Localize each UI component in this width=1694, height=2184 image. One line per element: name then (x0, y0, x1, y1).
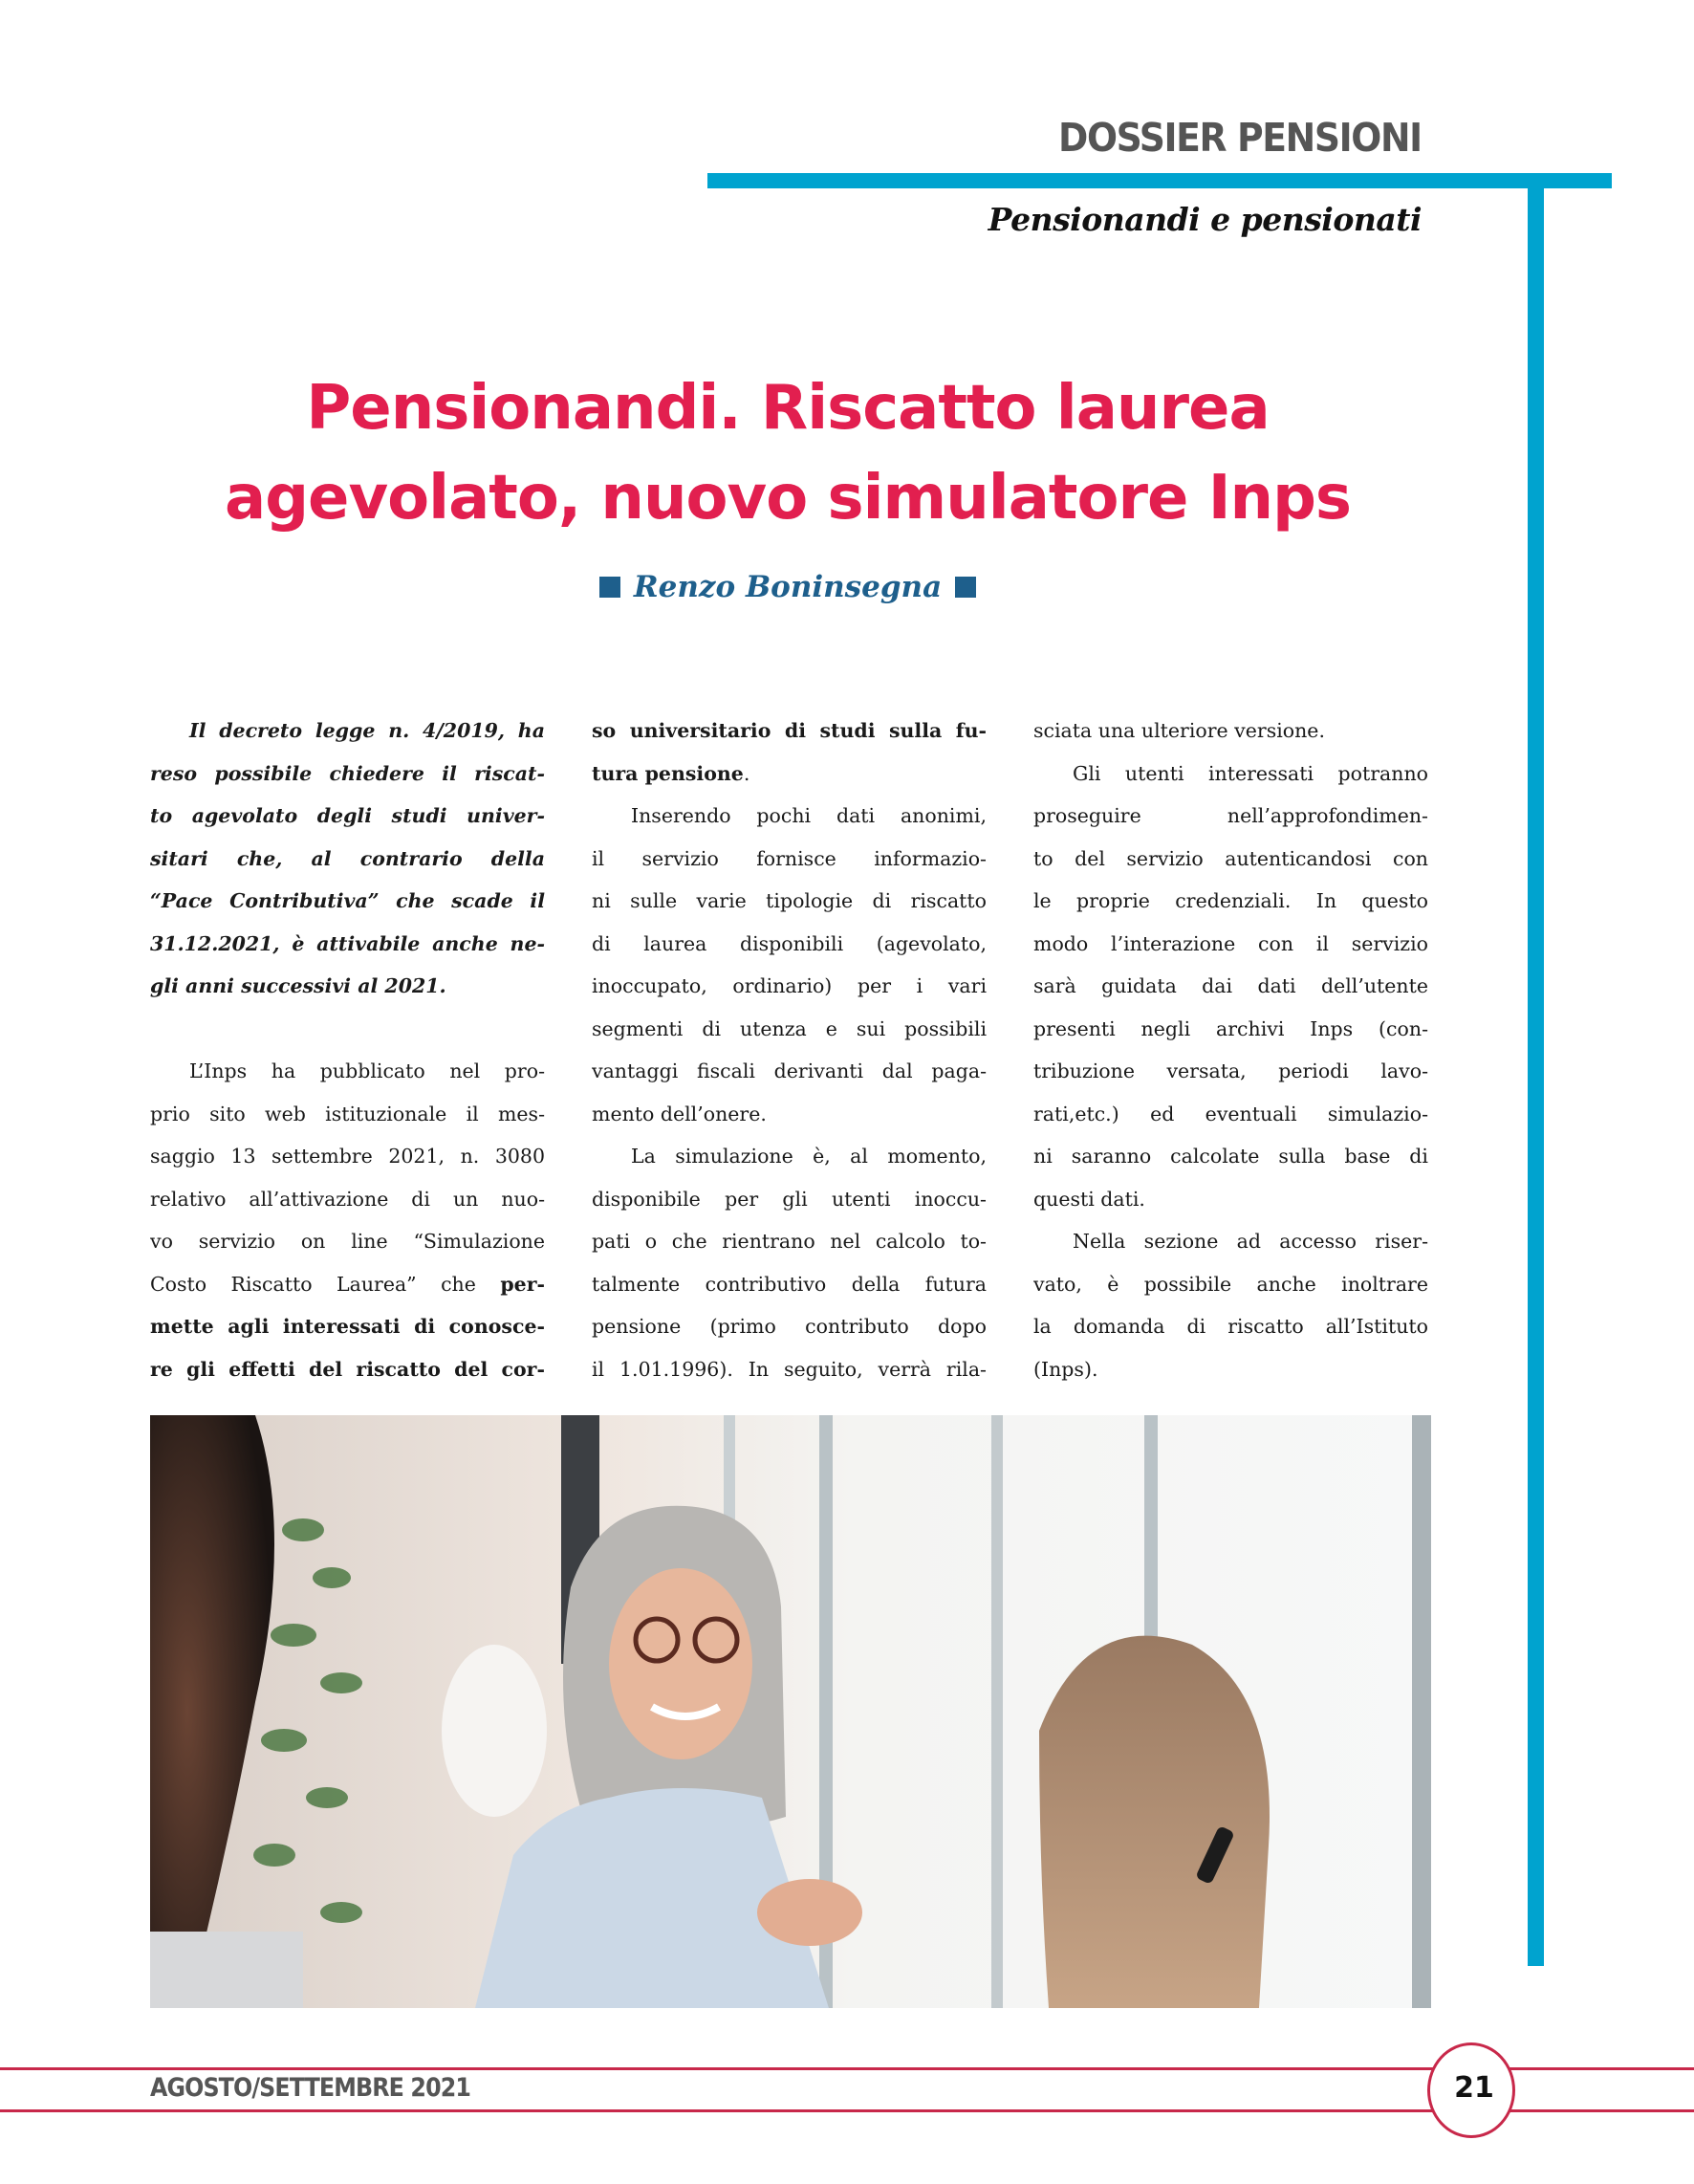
body-line: disponibile per gli utenti inoccu- (592, 1187, 987, 1211)
body-line: Inserendo pochi dati anonimi, (631, 804, 987, 827)
body-line: modo l’interazione con il servizio (1033, 931, 1428, 955)
body-line: to del servizio autenticandosi con (1033, 846, 1428, 870)
square-bullet-icon (599, 577, 620, 598)
article-photo (150, 1415, 1431, 2008)
body-line-bold: mette agli interessati di conosce- (150, 1315, 545, 1338)
body-text-bold: tura pensione (592, 761, 744, 785)
body-line: Gli utenti interessati potranno (1073, 761, 1428, 785)
body-line: saggio 13 settembre 2021, n. 3080 (150, 1145, 545, 1168)
section-subtitle: Pensionandi e pensionati (988, 201, 1422, 238)
body-line-mixed (592, 753, 987, 796)
header-accent-bar (707, 173, 1612, 188)
body-line: sciata una ulteriore versione. (1033, 719, 1325, 742)
body-line-bold: so universitario di studi sulla fu- (592, 719, 987, 742)
article-column-2 (592, 710, 987, 1390)
body-line: talmente contributivo della futura (592, 1272, 987, 1296)
body-line: L’Inps ha pubblicato nel pro- (189, 1059, 545, 1082)
lead-line: Il decreto legge n. 4/2019, ha (189, 719, 545, 742)
article-column-3 (1033, 710, 1428, 1390)
body-line-mixed (150, 1263, 545, 1306)
body-line: presenti negli archivi Inps (con- (1033, 1016, 1428, 1040)
body-line: pensione (primo contributo dopo (592, 1315, 987, 1338)
article-column-1 (150, 710, 545, 1390)
body-line: il servizio fornisce informazio- (592, 846, 987, 870)
body-line: ni saranno calcolate sulla base di (1033, 1145, 1428, 1168)
body-line: tribuzione versata, periodi lavo- (1033, 1059, 1428, 1082)
body-line: vo servizio on line “Simulazione (150, 1230, 545, 1253)
issue-date: AGOSTO/SETTEMBRE 2021 (150, 2073, 471, 2103)
body-line: vantaggi fiscali derivanti dal paga- (592, 1059, 987, 1082)
body-line: di laurea disponibili (agevolato, (592, 931, 987, 955)
lead-line: reso possibile chiedere il riscat- (150, 761, 545, 785)
byline (0, 570, 1575, 604)
section-title: DOSSIER PENSIONI (1058, 115, 1422, 161)
page-number: 21 (1454, 2071, 1494, 2105)
lead-line: “Pace Contributiva” che scade il (150, 889, 545, 912)
body-text: . (743, 761, 750, 785)
lead-line: 31.12.2021, è attivabile anche ne- (150, 931, 545, 955)
body-text-bold: per- (500, 1272, 545, 1296)
photo-illustration (150, 1415, 1431, 2008)
body-line: vato, è possibile anche inoltrare (1033, 1272, 1428, 1296)
lead-line: gli anni successivi al 2021. (150, 974, 446, 997)
body-line: la domanda di riscatto all’Istituto (1033, 1315, 1428, 1338)
body-line: La simulazione è, al momento, (631, 1145, 987, 1168)
body-line: relativo all’attivazione di un nuo- (150, 1187, 545, 1211)
body-line: segmenti di utenza e sui possibili (592, 1016, 987, 1040)
body-line: le proprie credenziali. In questo (1033, 889, 1428, 912)
body-line: (Inps). (1033, 1357, 1098, 1381)
paragraph-spacer (150, 1008, 545, 1051)
body-line: questi dati. (1033, 1187, 1145, 1211)
body-line: ni sulle varie tipologie di riscatto (592, 889, 987, 912)
body-line: mento dell’onere. (592, 1102, 767, 1125)
body-line: il 1.01.1996). In seguito, verrà rila- (592, 1357, 987, 1381)
square-bullet-icon (955, 577, 976, 598)
lead-line: sitari che, al contrario della (150, 846, 545, 870)
article-title-line-2: agevolato, nuovo simulatore Inps (225, 463, 1351, 534)
body-line: prio sito web istituzionale il mes- (150, 1102, 545, 1125)
body-line: rati,etc.) ed eventuali simulazio- (1033, 1102, 1428, 1125)
body-text: Costo Riscatto Laurea” che (150, 1272, 501, 1296)
body-line: proseguire nell’approfondimen- (1033, 804, 1428, 827)
author-name: Renzo Boninsegna (633, 570, 943, 604)
article-title-line-1: Pensionandi. Riscatto laurea (306, 373, 1270, 444)
body-line: pati o che rientrano nel calcolo to- (592, 1230, 987, 1253)
body-line-bold: re gli effetti del riscatto del cor- (150, 1357, 545, 1381)
body-line: sarà guidata dai dati dell’utente (1033, 974, 1428, 997)
lead-line: to agevolato degli studi univer- (150, 804, 545, 827)
body-line: Nella sezione ad accesso riser- (1073, 1230, 1428, 1253)
body-line: inoccupato, ordinario) per i vari (592, 974, 987, 997)
